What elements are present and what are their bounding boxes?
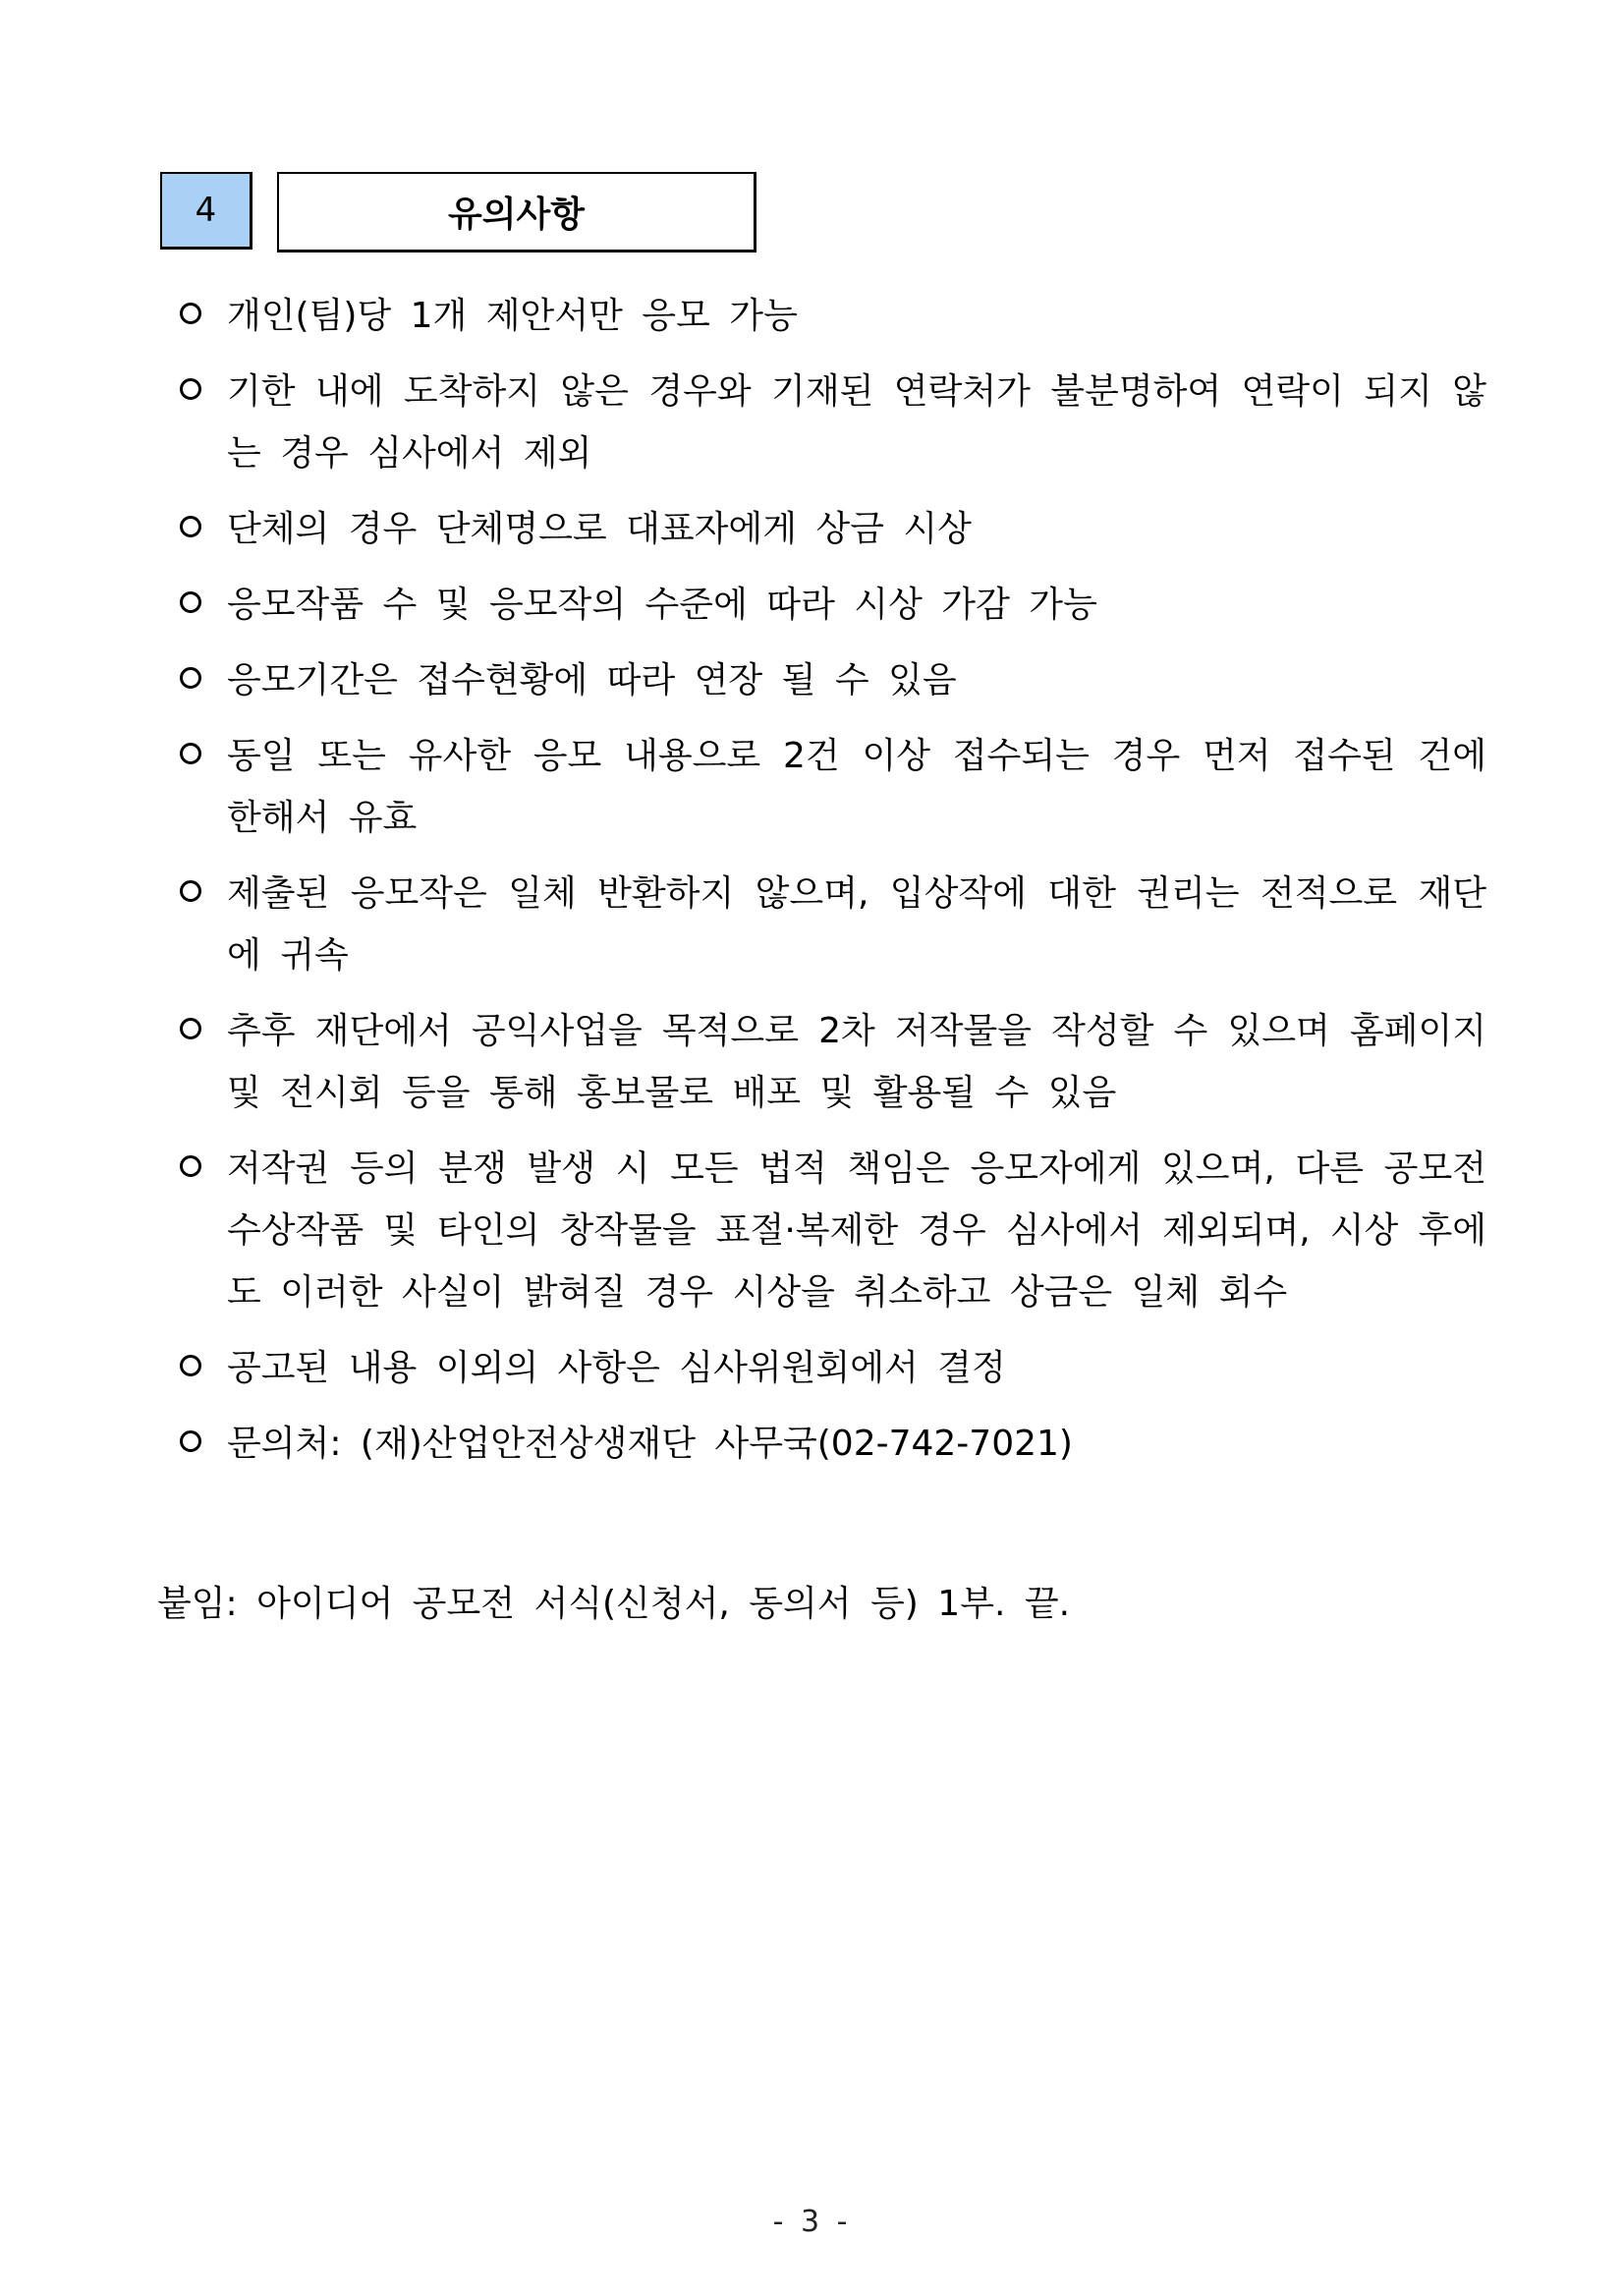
list-item-text: 응모작품 수 및 응모작의 수준에 따라 시상 가감 가능 [227,585,1097,625]
circle-bullet-icon [180,303,201,324]
circle-bullet-icon [180,516,201,537]
circle-bullet-icon [180,1155,201,1177]
circle-bullet-icon [180,880,201,902]
list-item-text: 추후 재단에서 공익사업을 목적으로 2차 저작물을 작성할 수 있으며 홈페이지 및 전시회 등을 통해 홍보물로 배포 및 활용될 수 있음 [227,1011,1486,1113]
list-item [180,285,1486,347]
list-item-text: 단체의 경우 단체명으로 대표자에게 상금 시상 [227,509,972,549]
list-item [180,498,1486,560]
circle-bullet-icon [180,1430,201,1452]
attachment-note: 붙임: 아이디어 공모전 서식(신청서, 동의서 등) 1부. 끝. [157,1584,1071,1624]
circle-bullet-icon [180,378,201,400]
circle-bullet-icon [180,667,201,689]
section-title: 유의사항 [277,172,756,252]
list-item [180,725,1486,849]
list-item-text: 문의처: (재)산업안전상생재단 사무국(02-742-7021) [227,1424,1073,1464]
list-item [180,1337,1486,1399]
section-header [160,172,759,252]
list-item [180,649,1486,711]
list-item-text: 저작권 등의 분쟁 발생 시 모든 법적 책임은 응모자에게 있으며, 다른 공모전 수상작품 및 타인의 창작물을 표절·복제한 경우 심사에서 제외되며, 시상 후에도 이러한 사실이 밝혀질 경우 시상을 취소하고 상금은 일체 회수 [227,1148,1486,1313]
section-number: 4 [160,172,252,250]
list-item [180,574,1486,636]
circle-bullet-icon [180,743,201,764]
list-item-text: 동일 또는 유사한 응모 내용으로 2건 이상 접수되는 경우 먼저 접수된 건에 한해서 유효 [227,736,1486,838]
list-item-text: 응모기간은 접수현황에 따라 연장 될 수 있음 [227,660,957,700]
circle-bullet-icon [180,1018,201,1039]
page-number: - 3 - [772,2205,852,2239]
list-item-text: 개인(팀)당 1개 제안서만 응모 가능 [227,296,798,336]
list-item [180,863,1486,986]
list-item-text: 기한 내에 도착하지 않은 경우와 기재된 연락처가 불분명하여 연락이 되지 않는 경우 심사에서 제외 [227,371,1486,474]
circle-bullet-icon [180,1355,201,1376]
list-item-text: 공고된 내용 이외의 사항은 심사위원회에서 결정 [227,1348,1006,1388]
notice-list [180,285,1486,1488]
circle-bullet-icon [180,591,201,613]
list-item [180,361,1486,484]
list-item [180,1000,1486,1124]
list-item-text: 제출된 응모작은 일체 반환하지 않으며, 입상작에 대한 권리는 전적으로 재단에 귀속 [227,873,1486,976]
list-item [180,1413,1486,1475]
list-item [180,1138,1486,1323]
